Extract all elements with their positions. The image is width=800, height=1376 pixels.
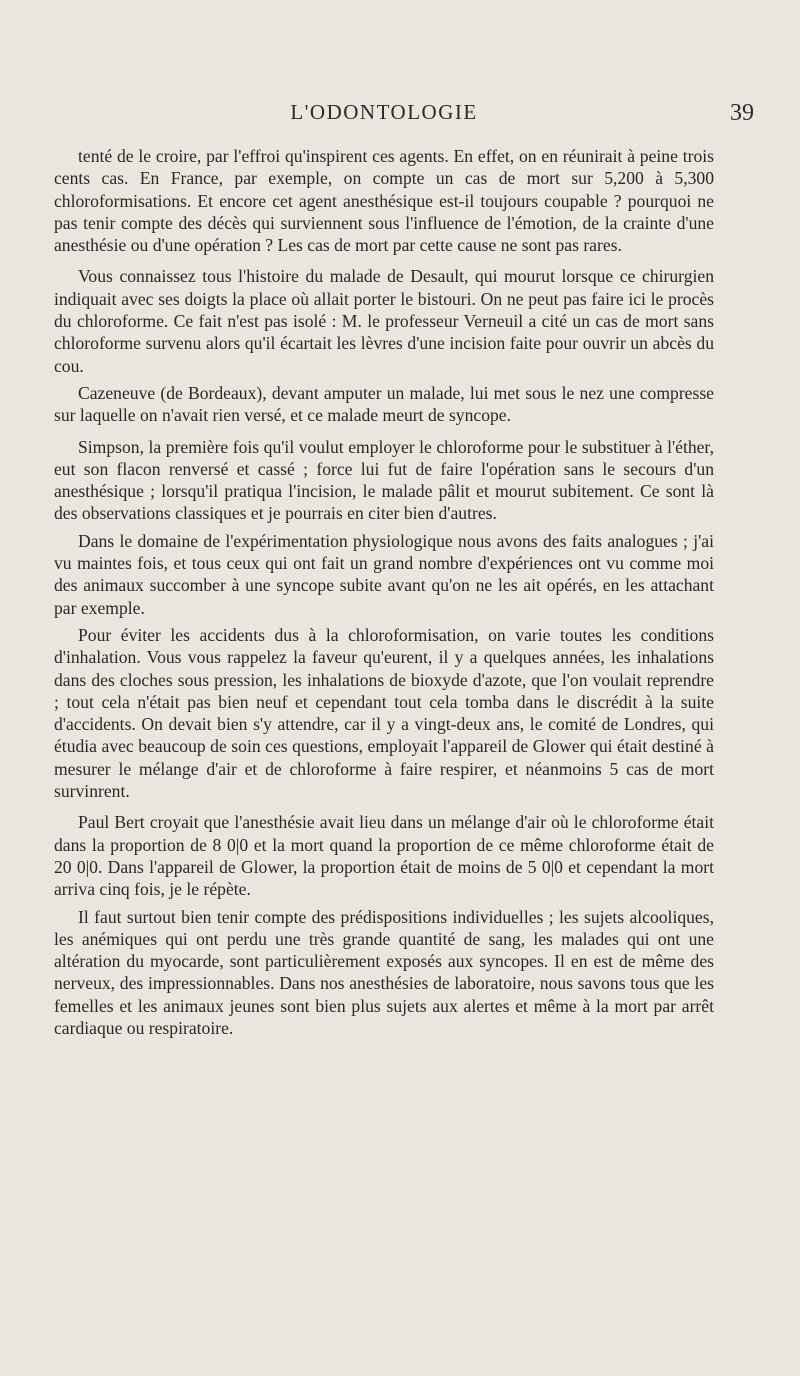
paragraph: Dans le domaine de l'expérimentation physiologique nous avons des faits analogues ; j'ai vu maintes fois, et tous ceux qui ont fait un grand nombre d'expériences ont vu comme moi des animaux succomber à une syncope subite avant qu'on ne les ait opérés, en les attachant par exemple. <box>54 530 714 618</box>
paragraph: Il faut surtout bien tenir compte des prédispositions individuelles ; les sujets alcooliques, les anémiques qui ont perdu une très grande quantité de sang, les malades qui ont une altération du myocarde, sont particulièrement exposés aux syncopes. Il en est de même des nerveux, des impressionnables. Dans nos anesthésies de laboratoire, nous savons tous que les femelles et les animaux jeunes sont bien plus sujets aux alertes et même à la mort par arrêt cardiaque ou respiratoire. <box>54 906 714 1038</box>
paragraph: Simpson, la première fois qu'il voulut employer le chloroforme pour le substituer à l'éther, eut son flacon renversé et cassé ; force lui fut de faire l'opération sans le secours d'un anesthésique ; lorsqu'il pratiqua l'incision, le malade pâlit et mourut subitement. Ce sont là des observations classiques et je pourrais en citer bien d'autres. <box>54 436 714 524</box>
paragraph: Pour éviter les accidents dus à la chloroformisation, on varie toutes les conditions d'inhalation. Vous vous rappelez la faveur qu'eurent, il y a quelques années, les inhalations dans des cloches sous pression, les inhalations de bioxyde d'azote, que l'on voulait reprendre ; tout cela n'était pas bien neuf et cependant tout cela tomba dans le discrédit à la suite d'accidents. On devait bien s'y attendre, car il y a vingt-deux ans, le comité de Londres, qui étudia avec beaucoup de soin ces questions, employait l'appareil de Glower qui était destiné à mesurer le mélange d'air et de chloroforme à faire respirer, et néanmoins 5 cas de mort survinrent. <box>54 624 714 802</box>
paragraph: tenté de le croire, par l'effroi qu'inspirent ces agents. En effet, on en réunirait à peine trois cents cas. En France, par exemple, on compte un cas de mort sur 5,200 à 5,300 chloroformisations. Et encore cet agent anesthésique est-il toujours coupable ? pourquoi ne pas tenir compte des décès qui surviennent sous l'influence de l'émotion, de la crainte d'une anesthésie ou d'une opération ? Les cas de mort par cette cause ne sont pas rares. <box>54 146 714 256</box>
running-title: L'ODONTOLOGIE <box>290 100 478 124</box>
paragraph: Vous connaissez tous l'histoire du malade de Desault, qui mourut lorsque ce chirurgien indiquait avec ses doigts la place où allait porter le bistouri. On ne peut pas faire ici le procès du chloroforme. Ce fait n'est pas isolé : M. le professeur Verneuil a cité un cas de mort sans chloroforme survenu alors qu'il écartait les lèvres d'une incision faite pour ouvrir un abcès du cou. <box>54 266 714 376</box>
body-text <box>54 145 714 1039</box>
paragraph: Paul Bert croyait que l'anesthésie avait lieu dans un mélange d'air où le chloroforme était dans la proportion de 8 0|0 et la mort quand la proportion de ce même chloroforme était de 20 0|0. Dans l'appareil de Glower, la proportion était de moins de 5 0|0 et cependant la mort arriva cinq fois, je le répète. <box>54 812 714 900</box>
running-head <box>54 100 754 132</box>
paragraph: Cazeneuve (de Bordeaux), devant amputer un malade, lui met sous le nez une compresse sur laquelle on n'avait rien versé, et ce malade meurt de syncope. <box>54 382 714 426</box>
page-number: 39 <box>730 100 754 126</box>
